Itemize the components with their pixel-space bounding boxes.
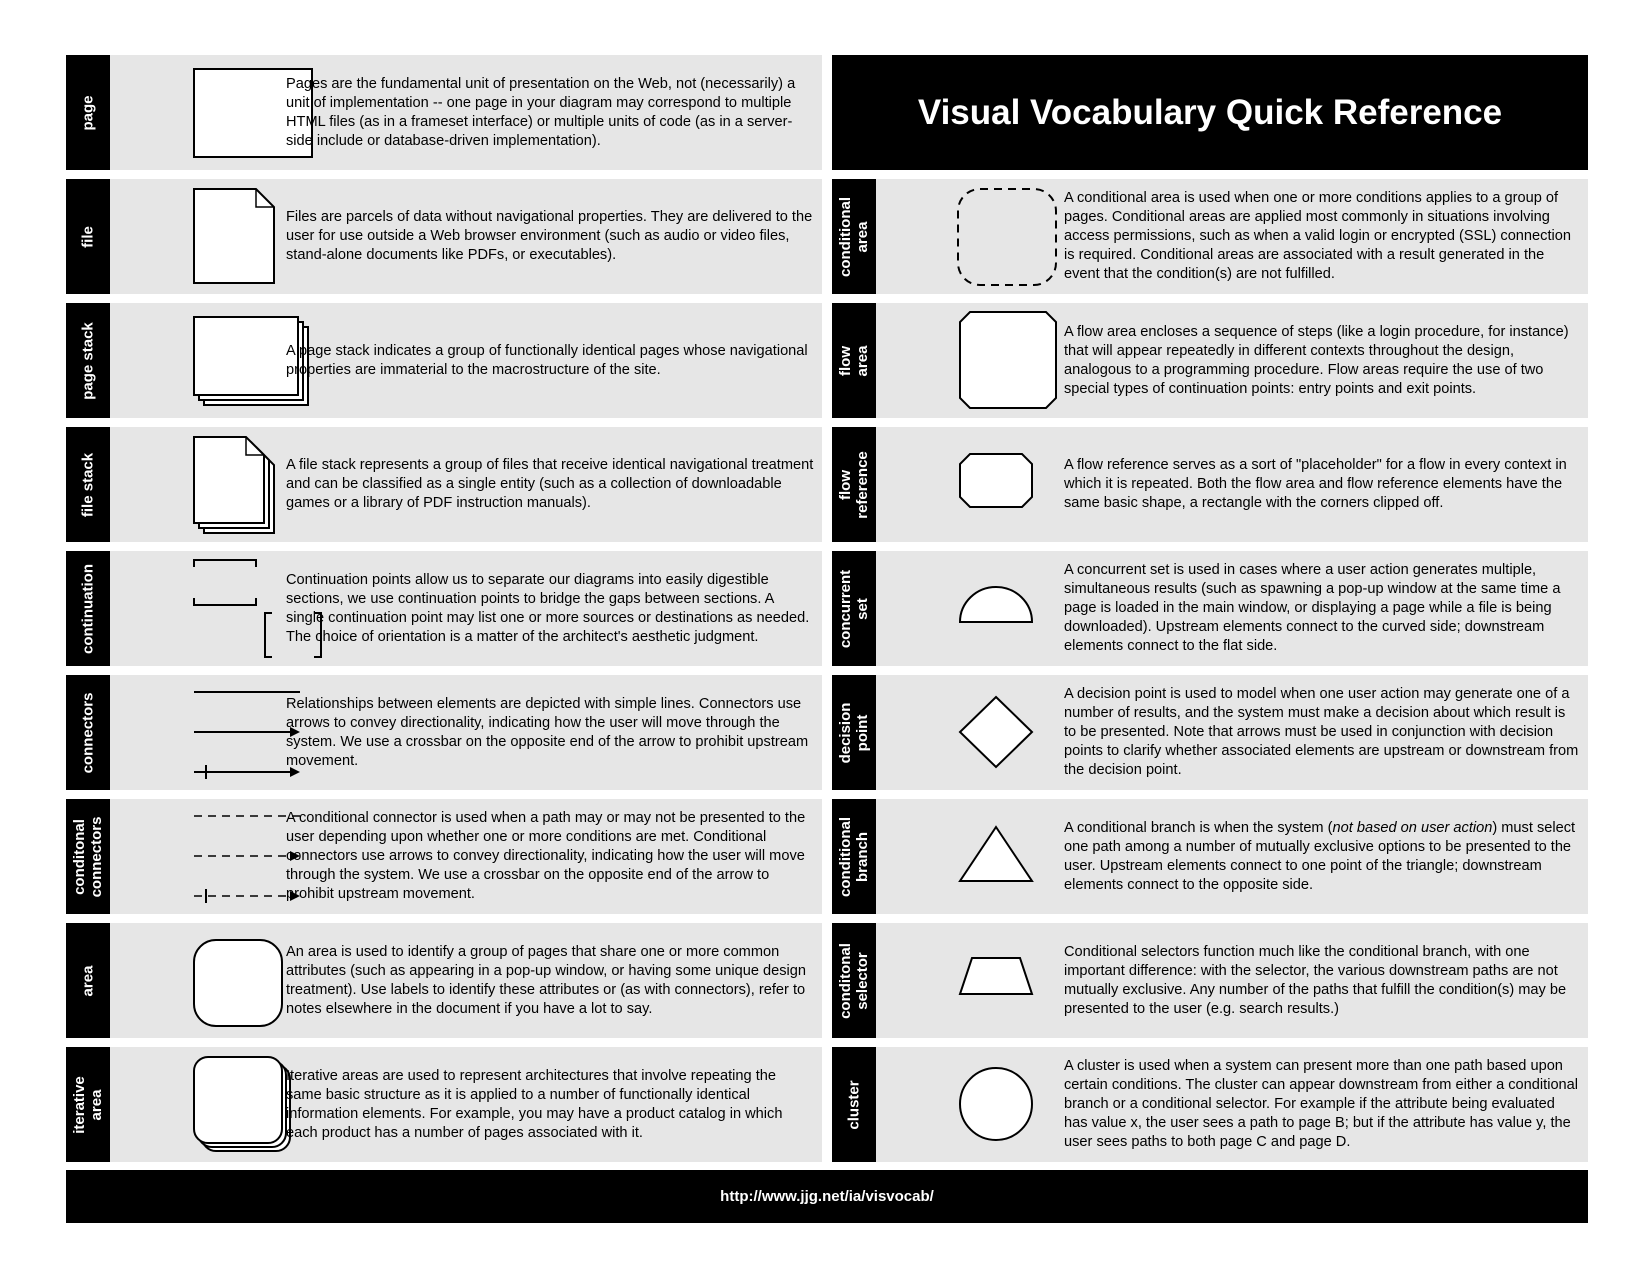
row-continuation — [66, 551, 822, 666]
conditional-branch-icon — [890, 799, 1030, 914]
row-label-box — [832, 179, 876, 294]
desc-text: Relationships between elements are depicted with simple lines. Connectors use arrows to convey directionality, indicating how the user will move through the system. We use a crossbar on the opposite end of the arrow to prohibit upstream movement. — [286, 695, 809, 769]
desc-text: A page stack indicates a group of functionally identical pages whose navigational properties are immaterial to the macrostructure of the site. — [286, 342, 808, 378]
row-conditional-connectors — [66, 799, 822, 914]
continuation-icon — [124, 551, 264, 666]
row-description — [286, 55, 814, 170]
row-label-box — [66, 799, 110, 914]
desc-text: An area is used to identify a group of pages that share one or more common attributes (such as appearing in a pop-up window, or having some unique design treatment). Use labels to identify these attributes or (as with connectors), refer to notes elsewhere in the document if you have a lot to say. — [286, 943, 807, 1017]
footer-bar — [66, 1170, 1588, 1223]
connectors-icon — [124, 675, 264, 790]
desc-text: Conditional selectors function much like the conditional branch, with one important difference: with the selector, the various downstream paths are not mutually exclusive. Any number of the paths that fulfill the condition(s) may be presented to the user (e.g. search results.) — [1064, 943, 1567, 1017]
conditional-connectors-icon — [124, 799, 264, 914]
row-label-box — [832, 427, 876, 542]
decision-point-icon — [890, 675, 1030, 790]
desc-text-after: ) must select one path among a number of mutually exclusive options to be presented to the user. Upstream elements connect to one point of the triangle; downstream elements connect to the opposite side. — [1064, 819, 1576, 893]
desc-text: Pages are the fundamental unit of presentation on the Web, not (necessarily) a unit of implementation -- one page in your diagram may correspond to multiple HTML files (as in a frameset interface) or multiple units of code (as in a server-side include or database-driven implementation). — [286, 75, 796, 149]
row-page — [66, 55, 822, 170]
iterative-area-icon — [124, 1047, 264, 1162]
row-description — [286, 923, 814, 1038]
row-label-box — [66, 675, 110, 790]
page-icon — [124, 55, 264, 170]
row-description — [1064, 675, 1580, 790]
row-label: flow area — [837, 345, 871, 376]
concurrent-set-icon — [890, 551, 1030, 666]
desc-text: Continuation points allow us to separate our diagrams into easily digestible sections, we use continuation points to bridge the gaps between sections. A single continuation point may list one or more sources or destinations as needed. The choice of orientation is a matter of the architect's aesthetic judgment. — [286, 571, 810, 645]
row-label: file stack — [79, 452, 97, 517]
row-iterative-area — [66, 1047, 822, 1162]
desc-text: A conditional connector is used when a path may or may not be presented to the user depending upon whether one or more conditions are met. Conditional connectors use arrows to convey directionality, indicating how the user will move through the system. We use a crossbar on the opposite end of the arrow to prohibit upstream movement. — [286, 810, 806, 902]
flow-reference-icon — [890, 427, 1030, 542]
row-description — [1064, 303, 1580, 418]
row-label: area — [79, 965, 97, 996]
desc-text — [1064, 819, 1580, 895]
row-description — [286, 675, 814, 790]
row-conditional-branch — [832, 799, 1588, 914]
footer-url[interactable]: http://www.jjg.net/ia/visvocab/ — [720, 1188, 934, 1205]
row-description — [1064, 923, 1580, 1038]
desc-text: A flow area encloses a sequence of steps (like a login procedure, for instance) that will appear repeatedly in different contexts throughout the design, analogous to a programming procedure. Flow areas require the use of two special types of continuation points: entry points and exit points. — [1064, 323, 1569, 397]
row-label: flow reference — [837, 450, 871, 519]
row-file-stack — [66, 427, 822, 542]
row-conditional-area — [832, 179, 1588, 294]
row-label: page stack — [79, 321, 97, 400]
row-label-box — [66, 303, 110, 418]
file-stack-icon — [124, 427, 264, 542]
row-label-box — [832, 303, 876, 418]
row-label: iterative area — [71, 1075, 105, 1134]
row-label-box — [66, 55, 110, 170]
row-area — [66, 923, 822, 1038]
row-description — [1064, 1047, 1580, 1162]
area-icon — [124, 923, 264, 1038]
row-label-box — [66, 551, 110, 666]
row-label-box — [66, 427, 110, 542]
row-label: decision point — [837, 702, 871, 763]
row-label-box — [832, 799, 876, 914]
row-label-box — [832, 1047, 876, 1162]
row-label: conditonal connectors — [71, 816, 105, 897]
row-label-box — [832, 923, 876, 1038]
row-label: conditonal selector — [837, 942, 871, 1019]
row-connectors — [66, 675, 822, 790]
conditional-area-icon — [890, 179, 1030, 294]
page-stack-icon — [124, 303, 264, 418]
desc-text: A cluster is used when a system can present more than one path based upon certain conditions. The cluster can appear downstream from either a conditional branch or a conditional selector. For example if the attribute being evaluated has value x, the user sees a path to page B; but if the attribute has value y, the user sees paths to both page C and page D. — [1064, 1058, 1579, 1150]
file-icon — [124, 179, 264, 294]
desc-text: A conditional area is used when one or more conditions applies to a group of pages. Conditional areas are applied most commonly in situations involving access permissions, such as when a valid login or encrypted (SSL) connection is required. Conditional areas are associated with a result generated in the event that the condition(s) are not fulfilled. — [1064, 190, 1571, 282]
flow-area-icon — [890, 303, 1030, 418]
row-label-box — [832, 675, 876, 790]
desc-text: A concurrent set is used in cases where a user action generates multiple, simultaneous results (such as spawning a pop-up window at the same time a page is loaded in the main window, or displaying a page while a file is being downloaded). Upstream elements connect to the curved side; downstream elements connect to the flat side. — [1064, 562, 1561, 654]
row-description — [286, 551, 814, 666]
row-description — [286, 1047, 814, 1162]
conditional-selector-icon — [890, 923, 1030, 1038]
row-flow-area — [832, 303, 1588, 418]
row-flow-reference — [832, 427, 1588, 542]
row-concurrent-set — [832, 551, 1588, 666]
row-description — [286, 427, 814, 542]
row-decision-point — [832, 675, 1588, 790]
row-description — [1064, 427, 1580, 542]
desc-text: Iterative areas are used to represent architectures that involve repeating the same basic structure as it is applied to a number of functionally identical information elements. For example, you may have a product catalog in which each product has a number of pages associated with it. — [286, 1067, 783, 1141]
row-conditional-selector — [832, 923, 1588, 1038]
desc-text: A flow reference serves as a sort of "placeholder" for a flow in every context in which it is repeated. Both the flow area and flow reference elements have the same basic shape, a rectangle with the corners clipped off. — [1064, 457, 1567, 511]
cluster-icon — [890, 1047, 1030, 1162]
row-file — [66, 179, 822, 294]
row-label: cluster — [845, 1079, 863, 1130]
row-label: concurrent set — [837, 569, 871, 648]
row-cluster — [832, 1047, 1588, 1162]
title-banner — [832, 55, 1588, 170]
desc-text-before: A conditional branch is when the system ( — [1064, 819, 1333, 836]
row-label: page — [79, 94, 97, 131]
desc-text: Files are parcels of data without navigational properties. They are delivered to the user for use outside a Web browser environment (such as audio or video files, stand-alone documents like PDFs, or executables). — [286, 209, 813, 263]
row-label-box — [66, 1047, 110, 1162]
row-label: file — [79, 225, 97, 248]
row-label: connectors — [79, 692, 97, 773]
desc-text: A decision point is used to model when one user action may generate one of a number of results, and the system must make a decision about which result is to be presented. Note that arrows must be used in conjunction with decision points to clarify whether associated elements are upstream or downstream from the decision point. — [1064, 686, 1579, 778]
desc-text: A file stack represents a group of files that receive identical navigational treatment and can be classified as a single entity (such as a collection of downloadable games or a library of PDF instruction manuals). — [286, 457, 814, 511]
row-page-stack — [66, 303, 822, 418]
row-description — [1064, 551, 1580, 666]
page-title: Visual Vocabulary Quick Reference — [917, 92, 1503, 132]
row-label: continuation — [79, 563, 97, 654]
row-description — [286, 303, 814, 418]
row-description — [1064, 799, 1580, 914]
row-description — [286, 799, 814, 914]
row-label: conditional branch — [837, 816, 871, 897]
row-description — [286, 179, 814, 294]
row-label-box — [832, 551, 876, 666]
row-label: conditional area — [837, 196, 871, 277]
row-description — [1064, 179, 1580, 294]
row-label-box — [66, 179, 110, 294]
desc-text-italic: not based on user action — [1332, 819, 1493, 836]
row-label-box — [66, 923, 110, 1038]
